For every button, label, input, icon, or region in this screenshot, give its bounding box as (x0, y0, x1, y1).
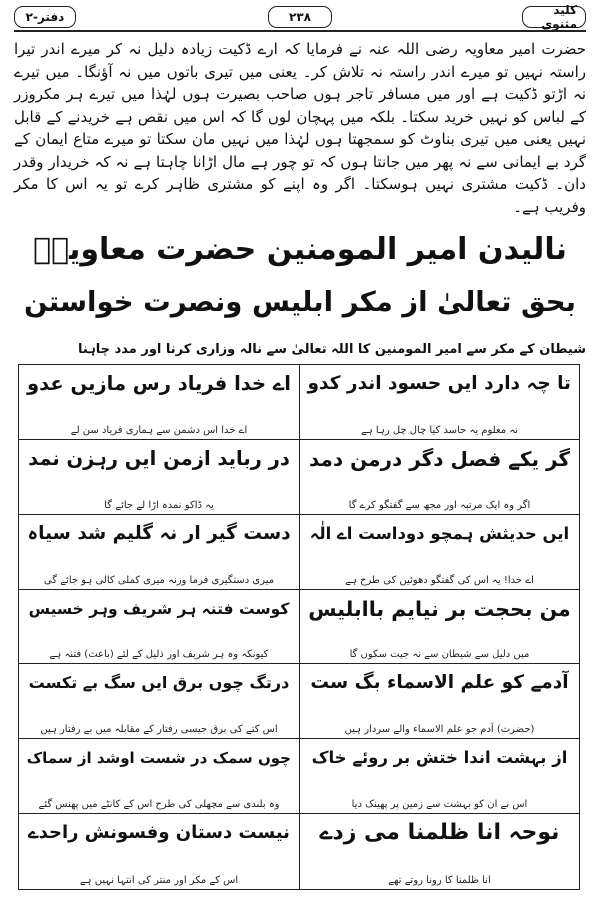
couplet-cell-left (19, 814, 299, 889)
verse: من بحجت بر نیایم باابلیس (308, 596, 571, 621)
section-title-line2: بحق تعالیٰ از مکر ابلیس ونصرت خواستن (24, 286, 576, 318)
verse: از بہشت اندا ختش بر روئے خاک (311, 748, 568, 768)
couplet-cell-left (19, 515, 299, 590)
verse: نوحہ انا ظلمنا می زدے (319, 820, 560, 846)
translation: یہ ڈاکو نمدہ اڑا لے جائے گا (104, 499, 214, 511)
translation: اگر وہ ایک مرتبہ اور مجھ سے گفتگو کرے گا (348, 499, 531, 511)
translation: اس کے مکر اور منتر کی انتہا نہیں ہے (79, 874, 239, 886)
couplet-cell-right (299, 590, 579, 665)
verse: اے خدا فریاد رس مازیں عدو (27, 372, 291, 395)
couplet-cell-right (299, 664, 579, 739)
couplet-cell-left (19, 739, 299, 814)
volume-label: دفتر-۲ (25, 10, 65, 24)
volume-box (14, 6, 76, 28)
commentary-paragraph: حضرت امیر معاویہ رضی اللہ عنہ نے فرمایا کہ ارے ڈکیت زیادہ دلیل نہ کر میرے اندر تیرا راستہ نہیں تو میرے اندر راستہ نہ تلاش کر۔ یعنی میں تیری باتوں میں نہ آؤنگا۔ میں تیرے نہ اڑتو ڈکیت ہے اور میں مسافر تاجر ہوں صاحب بصیرت ہوں لہٰذا میں تیرے ہر مکروزر کے لباس کو نہیں خرید سکتا۔ بلکہ میں پہچان لوں گا کہ اس میں نقص ہے خریدنے کے قابل نہیں یعنی میں تیری بناوٹ کو سمجھتا ہوں لہٰذا میں نہیں مان سکتا تو میرے متاع ایمان کے گرد بے ایمانی سے نہ پھر میں جانتا ہوں کہ تو چور ہے مال اڑانا چاہتا ہے نہ کہ خریدار وقدر دان۔ ڈکیت مشتری نہیں ہوسکتا۔ اگر وہ اپنے کو مشتری ظاہر کرے تو یہ اس کا مکر وفریب ہے۔ (14, 40, 586, 216)
verse: تا چہ دارد ایں حسود اندر کدو (307, 373, 571, 394)
couplet-cell-left (19, 664, 299, 739)
verse: چوں سمک در شست اوشد از سماک (26, 749, 291, 768)
verse: گر یکے فصل دگر درمن دمد (308, 446, 571, 471)
translation: نہ معلوم یہ حاسد کیا چال چل رہا ہے (361, 424, 518, 436)
section-subtitle: شیطان کے مکر سے امیر المومنین کا اللہ تعالیٰ سے نالہ وزاری کرنا اور مدد چاہنا (78, 342, 586, 357)
translation: میں دلیل سے شیطان سے نہ جیت سکوں گا (349, 649, 530, 661)
translation: کیونکہ وہ ہر شریف اور ذلیل کے لئے (باعث) فتنہ ہے (49, 649, 269, 661)
couplet-cell-right (299, 515, 579, 590)
couplet-cell-right (299, 739, 579, 814)
translation: اس نے ان کو بہشت سے زمین پر پھینک دیا (351, 799, 528, 811)
couplet-cell-right (299, 365, 579, 440)
couplet-cell-left (19, 440, 299, 515)
couplet-cell-left (19, 590, 299, 665)
verse: آدمے کو علم الاسماء بگ ست (310, 672, 569, 694)
couplet-table (18, 364, 580, 890)
translation: اس کتے کی برق جیسی رفتار کے مقابلہ میں بے رفتار ہیں (40, 724, 278, 736)
section-title-line1: نالیدن امیر المومنین حضرت معاویہؓ (33, 232, 567, 267)
translation: (حضرت) آدم جو علم الاسماء والے سردار ہیں (344, 724, 535, 736)
book-title: کلید مثنوی (541, 3, 577, 31)
verse: کوست فتنہ ہر شریف وہر خسیس (28, 599, 290, 618)
translation: وہ بلندی سے مچھلی کی طرح اس کے کانٹے میں پھنس گئے (38, 799, 280, 811)
book-title-box (522, 3, 586, 31)
translation: انا ظلمنا کا رونا روتے تھے (388, 874, 491, 886)
verse: درتگ چوں برق ایں سگ بے تکست (28, 673, 290, 693)
header-rule (14, 30, 586, 32)
verse: در رباید ازمن ایں رہزن نمد (28, 446, 290, 470)
verse: ایں حدیثش ہمچو دوداست اے الٰہ (309, 523, 570, 543)
translation: اے خدا اس دشمن سے ہماری فریاد سن لے (70, 424, 248, 436)
couplet-cell-right (299, 814, 579, 889)
page-header (14, 3, 586, 34)
couplet-cell-left (19, 365, 299, 440)
verse: دست گیر ار نہ گلیم شد سیاہ (27, 522, 291, 544)
page-number-box (268, 6, 332, 28)
couplet-cell-right (299, 440, 579, 515)
verse: نیست دستان وفسونش راحدے (28, 822, 290, 844)
page-number: ۲۳۸ (289, 10, 311, 24)
translation: میری دستگیری فرما ورنہ میری کملی کالی ہو جائے گی (43, 574, 275, 586)
translation: اے خدا! یہ اس کی گفتگو دھوئیں کی طرح ہے (345, 574, 534, 586)
